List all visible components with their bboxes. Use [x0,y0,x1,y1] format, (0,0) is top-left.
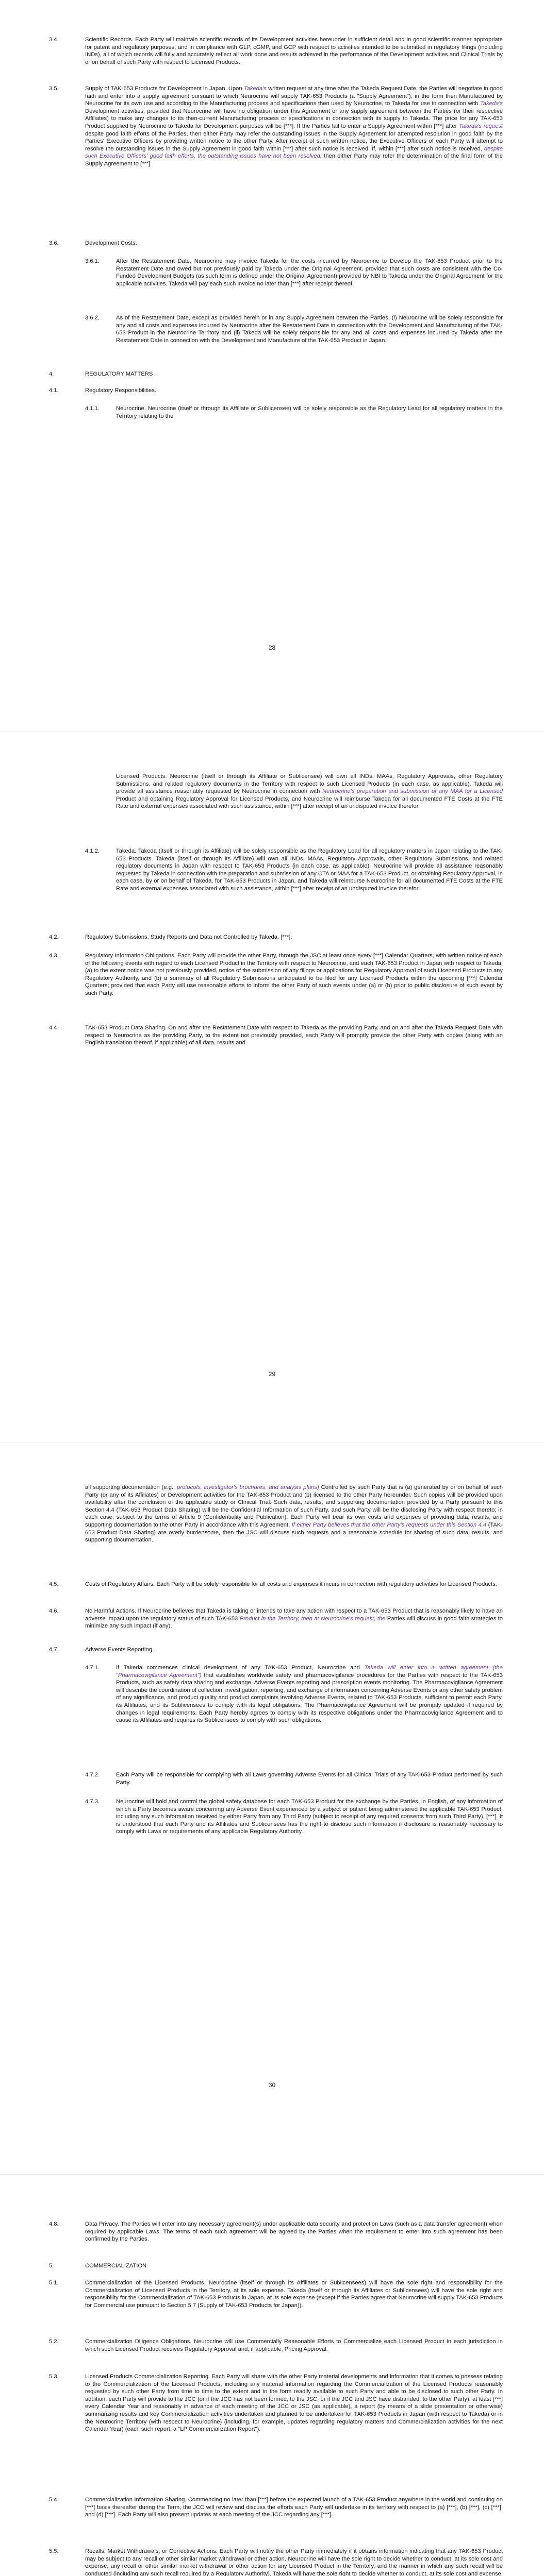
clause-text: Regulatory Information Obligations. Each Party will provide the other Party, through the JSC at least once every [***] Calendar Quarters, with written notice of each of the following events with regard to each Licensed Product in the Territory with respect to Neurocrine, and each TAK-653 Product in Japan with respect to Takeda: (a) to the extent notice was not previously provided, notice of the submission of any filings or applications for Regulatory Approval of such Licensed Products to any Regulatory Authority, and (b) a summary of all Regulatory Submissions anticipated to be filed for any Licensed Products within the upcoming [***] Calendar Quarters; provided that each Party will use reasonable efforts to inform the other Party of such events under (a) or (b) prior to public disclosure of such event by such Party. [85,953,503,996]
clause-number: 4.8. [49,2221,59,2227]
clause-number: 4.3. [49,953,59,959]
clause-number: 4.2. [49,934,59,940]
clause-4-7 [49,1646,503,1654]
clause-number: 4.1.2. [85,848,100,854]
clause-heading: Adverse Events Reporting. [85,1647,154,1653]
page-29 [0,732,544,1443]
clause-4-4-continued: all supporting documentation (e.g., protocols, investigator's brochures, and analysis plans) Controlled by such Party that is (a) generated by or on behalf of such Party (or any of its Affiliates) or Development activities for the TAK-653 Product and (b) licensed to the other Party hereunder. Such copies will be provided upon availability after the conclusion of the applicable study or Clinical Trial. Such data, results, and supporting documentation provided by a Party pursuant to this Section 4.4 (TAK-653 Product Data Sharing) will be the Confidential Information of such Party, and such Party will be the disclosing Party with respect thereto; in each case, subject to the terms of Article 9 (Confidentiality and Publication). Each Party will bear its own costs and expenses of providing data, results, and supporting documentation to the other Party in accordance with this Agreement. If either Party believes that the other Party's requests under this Section 4.4 (TAK-653 Product Data Sharing) are overly burdensome, then the JSC will discuss such requests and a reasonable schedule for sharing of such data, results, and supporting documentation. [85,1484,503,1544]
clause-text: Commercialization of the Licensed Products. Neurocrine (itself or through its Affiliates or Sublicensees) will have the sole right and responsibility for the Commercialization of Licensed Products in the Territory, at its sole expense. Takeda (itself or through its Affiliates or Sublicensees) will have the sole right and responsibility for the Commercialization of TAK-653 Products in Japan, at its sole expense (except if the Parties agree that Neurocrine will supply TAK-653 Products for Commercial use pursuant to Section 5.7 (Supply of TAK-653 Products for Japan)). [85,2280,503,2309]
clause-5-1 [49,2279,503,2309]
clause-4-1-2 [85,848,503,893]
clause-4-7-1 [85,1664,503,1724]
clause-5-4 [49,2496,503,2519]
page-number: 30 [268,2081,276,2089]
clause-heading: Development Costs. [85,240,137,246]
clause-number: 5.3. [49,2374,59,2380]
clause-text: Each Party will be responsible for complying with all Laws governing Adverse Events for all Clinical Trials of any TAK-653 Product performed by such Party. [116,1772,503,1786]
page-31 [0,2174,544,2576]
section-heading-5: 5. COMMERCIALIZATION [49,2263,147,2269]
clause-text: Costs of Regulatory Affairs. Each Party will be solely responsible for all costs and expenses it incurs in connection with regulatory activities for Licensed Products. [85,1581,497,1587]
clause-4-1-1-continued: Licensed Products. Neurocrine (itself or through its Affiliate or Sublicensee) will own all INDs, MAAs, Regulatory Approvals, other Regulatory Submissions, and related regulatory documents in the Territory with respect to such Licensed Products (in each case, as applicable). Takeda will provide all assistance reasonably requested by Neurocrine in connection with Neurocrine's preparation and submission of any MAA for a Licensed Product and obtaining Regulatory Approval for Licensed Products, and Neurocrine will reimburse Takeda for all documented FTE Costs at the FTE Rate and external expenses associated with such assistance, within [***] after receipt of an undisputed invoice therefor. [116,773,503,810]
clause-4-6 [49,1607,503,1630]
clause-text: If Takeda commences clinical development of any TAK-653 Product, Neurocrine and Takeda will enter into a written agreement (the "Pharmacovigilance Agreement") that establishes worldwide safety and pharmacovigilance procedures for the Parties with respect to the TAK-653 Products, such as safety data sharing and exchange, Adverse Events reporting and prescription events monitoring. The Pharmacovigilance Agreement will describe the coordination of collection, investigation, reporting, and exchange of information concerning Adverse Events or any other safety problem of any significance, and product quality and product complaints involving Adverse Events, related to TAK-653 Products, sufficient to permit each Party, its Affiliates, and its Sublicensees to comply with its legal obligations. The Pharmacovigilance Agreement will be promptly updated if required by changes in legal requirements. Each Party hereby agrees to comply with its respective obligations under the Pharmacovigilance Agreement and to cause its Affiliates and requires its Sublicensees to comply with such obligations. [116,1665,503,1724]
clause-4-4 [49,1024,503,1047]
clause-number: 4.7.2. [85,1772,100,1778]
clause-4-3 [49,952,503,997]
clause-text: Data Privacy. The Parties will enter into any necessary agreement(s) under applicable data security and protection Laws (such as a data transfer agreement) when required by applicable Laws. The terms of each such agreement will be agreed by the Parties when the requirement to enter into such agreement has been confirmed by the Parties. [85,2221,503,2243]
clause-number: 5.4. [49,2497,59,2503]
clause-4-7-3 [85,1798,503,1836]
page-30 [0,1443,544,2174]
section-heading-4: 4. REGULATORY MATTERS [49,371,153,377]
clause-number: 4.7.1. [85,1665,100,1671]
clause-text: Neurocrine will hold and control the global safety database for each TAK-653 Product for the exchange by the Parties, in English, of any information of which a Party becomes aware concerning any Adverse Event experienced by a subject or patient being administered the applicable TAK-653 Product, including any such information received by either Party from any Third Party (subject to receipt of any required consents from such Third Party). [***]. It is understood that each Party and its Affiliates and Sublicensees has the right to disclose such information if disclosure is reasonably necessary to comply with Laws or requirements of any applicable Regulatory Authority. [116,1799,503,1835]
clause-number: 5.2. [49,2338,59,2345]
clause-text: TAK-653 Product Data Sharing. On and after the Restatement Date with respect to Takeda as the providing Party, and on and after the Takeda Request Date with respect to Neurocrine as the providing Party, to the extent not previously provided, each Party will promptly provide the other Party with copies (along with an English translation thereof, if applicable) of all data, results and [85,1025,503,1046]
clause-text: Supply of TAK-653 Products for Development in Japan. Upon Takeda's written request at any time after the Takeda Request Date, the Parties will negotiate in good faith and enter into a supply agreement pursuant to which Neurocrine will supply TAK-653 Products (a "Supply Agreement"), in the form then Manufactured by Neurocrine for its own use and according to the Manufacturing process and specifications then used by Neurocrine, to Takeda for use in connection with Takeda's Development activities; provided that Neurocrine will have no obligation under this Agreement or any supply agreement between the Parties (or their respective Affiliates) to make any changes to its then-current Manufacturing process or specifications in connection with its supply to Takeda. The price for any TAK-653 Product supplied by Neurocrine to Takeda for Development purposes will be [***]. If the Parties fail to enter a Supply Agreement within [***] after Takeda's request despite good faith efforts of the Parties, then either Party may refer the outstanding issues in the Supply Agreement for attempted resolution in good faith by the Parties' Executive Officers by providing written notice to the other Party. After receipt of such written notice, the Executive Officers of each Party will attempt to resolve the outstanding issues in the Supply Agreement in good faith within [***] after such notice is received. If, within [***] after such notice is received, despite such Executive Officers' good faith efforts, the outstanding issues have not been resolved, then either Party may refer the determination of the final form of the Supply Agreement to [***]. [85,86,503,167]
page-28 [0,0,544,732]
clause-number: 4.1.1. [85,405,100,412]
clause-4-1: 4.1. Regulatory Responsibilities. [49,387,157,394]
clause-3-5 [49,85,503,168]
clause-text: After the Restatement Date, Neurocrine may invoice Takeda for the costs incurred by Neurocrine to Develop the TAK-653 Product prior to the Restatement Date and owed but not previously paid by Takeda under the Original Agreement, provided that such costs are consistent with the Co-Funded Development Budgets (as such term is defined under the Original Agreement) provided by NBI to Takeda under the Original Agreement for the applicable activities. Takeda will pay each such invoice no later than [***] after receipt thereof. [116,258,503,287]
clause-5-5 [49,2548,503,2576]
clause-4-2 [49,934,503,941]
clause-3-6 [49,240,503,247]
clause-text: Recalls, Market Withdrawals, or Corrective Actions. Each Party will notify the other Party immediately if it obtains information indicating that any TAK-653 Product may be subject to any recall or other similar market withdrawal or other action. Neurocrine will have the sole right to decide whether to conduct, at its sole cost and expense, any recall or other similar market withdrawal or other action for any Licensed Product in the Territory, and the manner in which any such recall will be conducted (including any such recall required by a Regulatory Authority). Takeda will have the sole right to decide whether to conduct, at its sole cost and expense, [85,2548,503,2576]
page-number: 29 [268,1370,276,1378]
clause-number: 4.7. [49,1647,59,1653]
clause-5-2 [49,2338,503,2353]
clause-5-3 [49,2373,503,2433]
clause-number: 5.5. [49,2548,59,2554]
clause-text: Takeda. Takeda (itself or through its Affiliate) will be solely responsible as the Regulatory Lead for all regulatory matters in Japan relating to the TAK-653 Products. Takeda (itself or through its Affiliate) will own all INDs, MAAs, Regulatory Approvals, other Regulatory Submissions, and related regulatory documents in Japan with respect to TAK-653 Products (in each case, as applicable). Neurocrine will provide all assistance reasonably requested by Takeda in connection with the preparation and submission of any CTA or MAA for a TAK-653 Product, or obtaining Regulatory Approval, in each case, by or on behalf of Takeda, for TAK-653 Products in Japan, and Takeda will reimburse Neurocrine for all documented FTE Costs at the FTE Rate and external expenses associated with such assistance, within [***] after receipt of an undisputed invoice therefor. [116,848,503,892]
page-number: 28 [268,644,276,651]
clause-3-4 [49,36,503,66]
clause-text: Neurocrine. Neurocrine (itself or through its Affiliate or Sublicensee) will be solely responsible as the Regulatory Lead for all regulatory matters in the Territory relating to the [116,405,503,419]
clause-text: Commercialization Information Sharing. Commencing no later than [***] before the expected launch of a TAK-653 Product anywhere in the world and continuing on [***] basis thereafter during the Term, the JCC will review and discuss the efforts each Party will undertake in its territory with respect to (a) [***], (b) [***], (c) [***], and (d) [***]. Each Party will also present updates at each meeting of the JCC regarding any [***]. [85,2497,503,2518]
clause-text: As of the Restatement Date, except as provided herein or in any Supply Agreement between the Parties, (i) Neurocrine will be solely responsible for any and all costs and expenses incurred by Neurocrine after the Restatement Date in connection with the Development and Manufacturing of the TAK-653 Product in the Neurocrine Territory and (ii) Takeda will be solely responsible for any and all costs and expenses incurred by Takeda after the Restatement Date in connection with the Development and Manufacture of the TAK-653 Product in Japan. [116,315,503,344]
clause-4-1-1 [85,405,503,420]
clause-text: Scientific Records. Each Party will maintain scientific records of its Development activities hereunder in sufficient detail and in good scientific manner appropriate for patent and regulatory purposes, and in compliance with GLP, cGMP, and GCP with respect to activities intended to be submitted in regulatory filings (including INDs), all of which records will fully and accurately reflect all work done and results achieved in the performance of the Development activities and Clinical Trials by or on behalf of such Party with respect to Licensed Products. [85,37,503,65]
clause-number: 3.6.1. [85,258,100,264]
clause-number: 5.1. [49,2280,59,2286]
clause-number: 4.6. [49,1608,59,1614]
clause-text: No Harmful Actions. If Neurocrine believes that Takeda is taking or intends to take any action with respect to a TAK-653 Product that is reasonably likely to have an adverse impact upon the regulatory status of such TAK-653 Product in the Territory, then at Neurocrine's request, the Parties will discuss in good faith strategies to minimize any such impact (if any). [85,1608,503,1630]
clause-text: Regulatory Submissions, Study Reports and Data not Controlled by Takeda. [***]. [85,934,292,940]
clause-number: 3.4. [49,37,59,43]
clause-4-8 [49,2221,503,2243]
clause-number: 3.6.2. [85,315,100,321]
clause-4-5 [49,1581,503,1588]
clause-number: 3.6. [49,240,59,246]
clause-number: 4.5. [49,1581,59,1587]
clause-text: Commercialization Diligence Obligations. Neurocrine will use Commercially Reasonable Efforts to Commercialize each Licensed Product in each jurisdiction in which such Licensed Product receives Regulatory Approval and, if applicable, Pricing Approval. [85,2338,503,2352]
clause-3-6-2 [85,314,503,344]
clause-number: 4.4. [49,1025,59,1031]
clause-3-6-1 [85,258,503,287]
clause-number: 3.5. [49,86,59,92]
clause-text: Licensed Products Commercialization Reporting. Each Party will share with the other Party material developments and information that it comes to possess relating to the Commercialization of the Licensed Products, including any material information regarding the Commercialization of the Licensed Products reasonably requested by such other Party from time to time to the extent and in the form readily available to such Party and able to be disclosed to such other Party. In addition, each Party will provide to the JCC (or if the JCC has not been formed, to the JSC, or if the JCC and JSC have disbanded, to the other Party), at least [***] every Calendar Year and reasonably in advance of each meeting of the JCC or JSC (as applicable), a report (by means of a slide presentation or otherwise) summarizing results and key Commercialization activities undertaken and planned to be undertaken for TAK-653 Products in Japan (with respect to Takeda) or in the Neurocrine Territory (with respect to Neurocrine) (including, for example, updates regarding regulatory matters and Commercialization activities for the next Calendar Year) (each such report, a "LP Commercialization Report"). [85,2374,503,2433]
clause-number: 4.7.3. [85,1799,100,1805]
clause-4-7-2 [85,1771,503,1786]
